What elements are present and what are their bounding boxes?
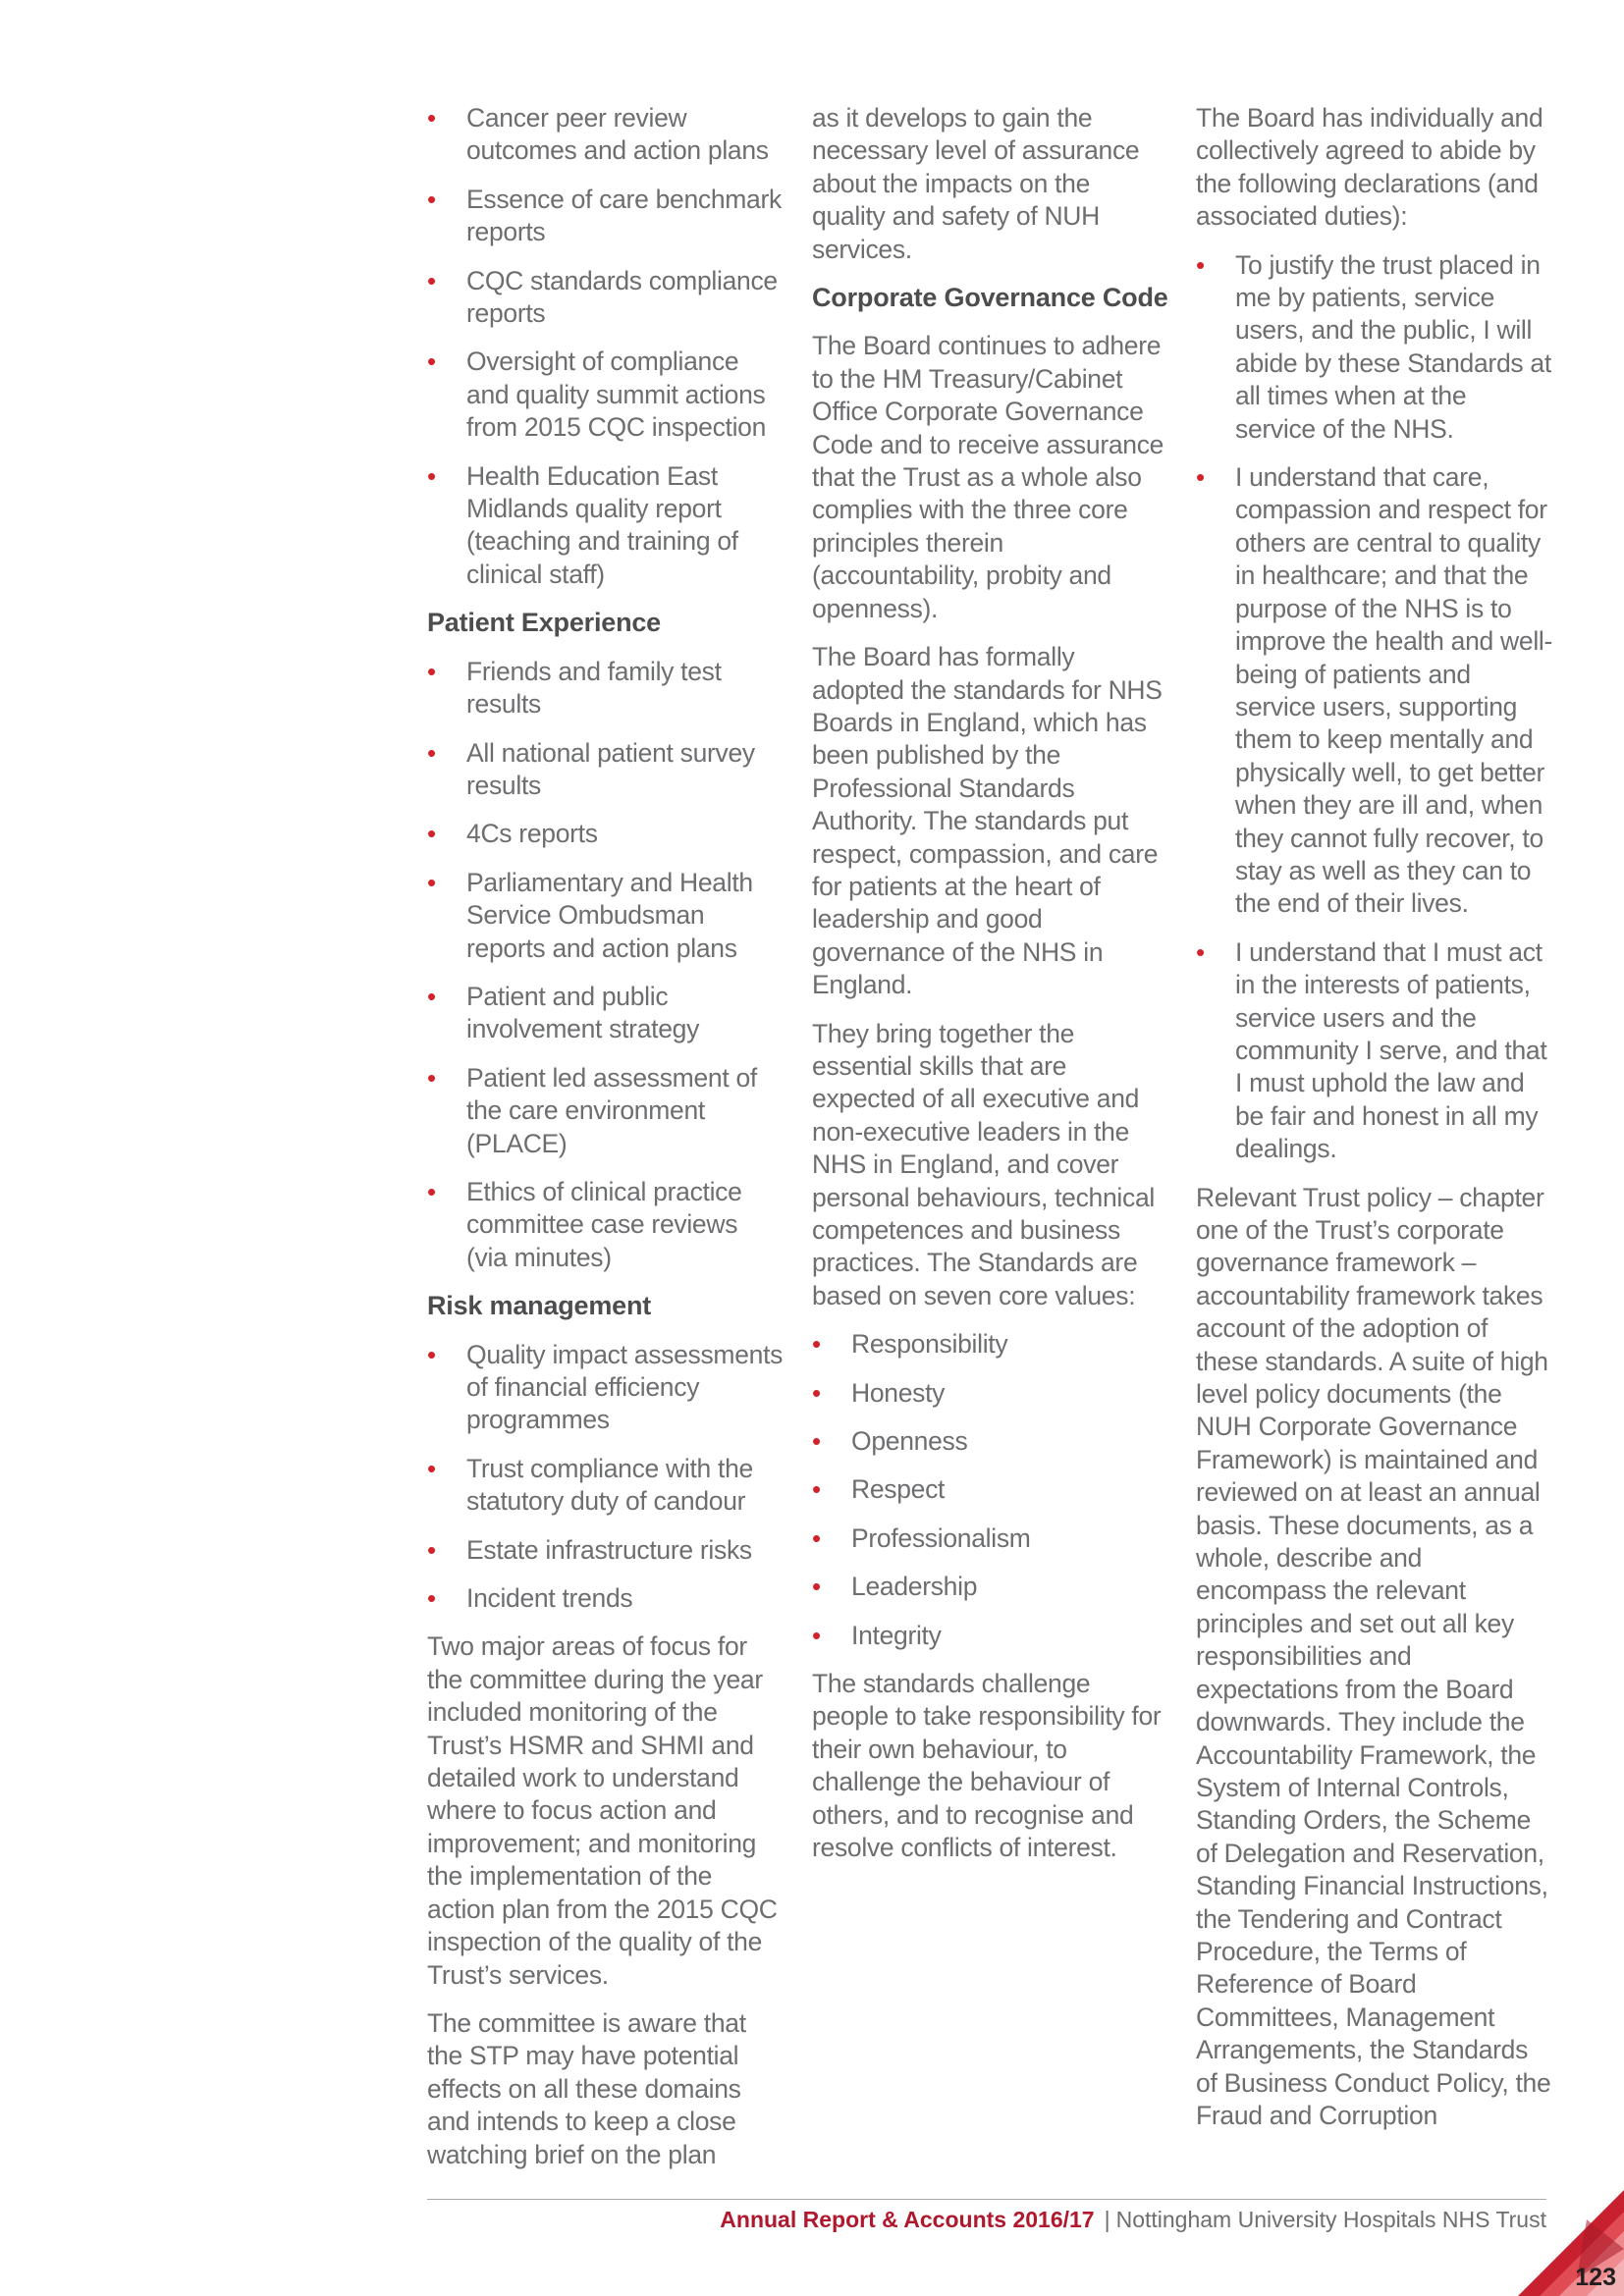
list-item: • To justify the trust placed in me by patients, service users, and the public, I will abide by these Standards at all times when at the service of the NHS. [1196, 249, 1553, 446]
paragraph: The Board has formally adopted the standards for NHS Boards in England, which has been published by the Professional Standards Authority. The standards put respect, compassion, and care for patients at the heart of leadership and good governance of the NHS in England. [812, 642, 1163, 1000]
page-number: 123 [1575, 2264, 1616, 2291]
list-item: • All national patient survey results [427, 737, 785, 803]
paragraph: The committee is aware that the STP may have potential effects on all these domains and intends to keep a close watching brief on the plan [427, 2007, 746, 2169]
list-item: • Health Education East Midlands quality report (teaching and training of clinical staff) [427, 460, 785, 592]
paragraph: Relevant Trust policy – chapter one of the Trust’s corporate governance framework – accountability framework takes account of the adoption of these standards. A suite of high level policy documents (the NUH Corporate Governance Framework) is maintained and reviewed on at least an annual basis. These documents, as a whole, describe and encompass the relevant principles and set out all key responsibilities and expectations from the Board downwards. They include the Accountability Framework, the System of Internal Controls, Standing Orders, the Scheme of Delegation and Reservation, Standing Financial Instructions, the Tendering and Contract Procedure, the Terms of Reference of Board Committees, Management Arrangements, the Standards of Business Conduct Policy, the Fraud and Corruption [1196, 1182, 1551, 2130]
footer-separator: | [1104, 2207, 1110, 2232]
list-item: • Trust compliance with the statutory duty of candour [427, 1453, 785, 1519]
list-item: • Quality impact assessments of financial efficiency programmes [427, 1339, 785, 1437]
paragraph: The Board continues to adhere to the HM Treasury/Cabinet Office Corporate Governance Code and to receive assurance that the Trust as a whole also complies with the three core principles therein (accountability, probity and openness). [812, 331, 1164, 623]
column-1 [427, 102, 785, 2187]
heading-risk-management: Risk management [427, 1291, 652, 1321]
bullet-list-risk-management [427, 1339, 785, 1616]
list-item: • Cancer peer review outcomes and action plans [427, 102, 785, 168]
organisation-name: Nottingham University Hospitals NHS Trust [1115, 2207, 1546, 2232]
report-title: Annual Report & Accounts 2016/17 [720, 2207, 1095, 2232]
bullet-list-patient-experience [427, 656, 785, 1275]
list-item: • Essence of care benchmark reports [427, 184, 785, 249]
list-item: • Professionalism [812, 1522, 1169, 1555]
paragraph: The standards challenge people to take responsibility for their own behaviour, to challenge the behaviour of others, and to recognise and resolve conflicts of interest. [812, 1669, 1162, 1863]
column-2 [812, 102, 1169, 1881]
list-item: • Patient led assessment of the care environment (PLACE) [427, 1062, 785, 1160]
paragraph: Two major areas of focus for the committee during the year included monitoring of the Trust’s HSMR and SHMI and detailed work to understand where to focus action and improvement; and monitoring the implementation of the action plan from the 2015 CQC inspection of the quality of the Trust’s services. [427, 1631, 778, 1990]
list-item: • Parliamentary and Health Service Ombudsman reports and action plans [427, 867, 785, 965]
list-item: • Oversight of compliance and quality summit actions from 2015 CQC inspection [427, 346, 785, 444]
list-item: • Incident trends [427, 1582, 785, 1615]
list-item: • Respect [812, 1473, 1169, 1506]
heading-corporate-governance-code: Corporate Governance Code [812, 283, 1168, 313]
list-item: • CQC standards compliance reports [427, 265, 785, 331]
paragraph: The Board has individually and collectively agreed to abide by the following declarations (and associated duties): [1196, 103, 1543, 232]
list-item: • Openness [812, 1425, 1169, 1458]
paragraph: They bring together the essential skills that are expected of all executive and non-executive leaders in the NHS in England, and cover personal behaviours, technical competences and business practices. The Standards are based on seven core values: [812, 1018, 1155, 1310]
list-item: • I understand that care, compassion and respect for others are central to quality in healthcare; and that the purpose of the NHS is to improve the health and well-being of patients and service users, supporting them to keep mentally and physically well, to get better when they are ill and, when they cannot fully recover, to stay as well as they can to the end of their lives. [1196, 461, 1553, 921]
bullet-list-quality [427, 102, 785, 591]
list-item: • 4Cs reports [427, 818, 785, 850]
core-values-list [812, 1328, 1169, 1652]
list-item: • Friends and family test results [427, 656, 785, 721]
list-item: • Patient and public involvement strategy [427, 981, 785, 1046]
list-item: • Responsibility [812, 1328, 1169, 1361]
declarations-list [1196, 249, 1553, 1166]
list-item: • Estate infrastructure risks [427, 1534, 785, 1567]
footer-divider [427, 2199, 1546, 2200]
list-item: • Integrity [812, 1620, 1169, 1652]
list-item: • Honesty [812, 1377, 1169, 1410]
list-item: • Leadership [812, 1571, 1169, 1603]
list-item: • Ethics of clinical practice committee case reviews (via minutes) [427, 1176, 785, 1274]
footer [427, 2205, 1546, 2234]
heading-patient-experience: Patient Experience [427, 608, 662, 638]
column-3 [1196, 102, 1553, 2148]
list-item: • I understand that I must act in the interests of patients, service users and the community I serve, and that I must uphold the law and be fair and honest in all my dealings. [1196, 936, 1553, 1166]
paragraph: as it develops to gain the necessary level of assurance about the impacts on the quality and safety of NUH services. [812, 103, 1140, 264]
